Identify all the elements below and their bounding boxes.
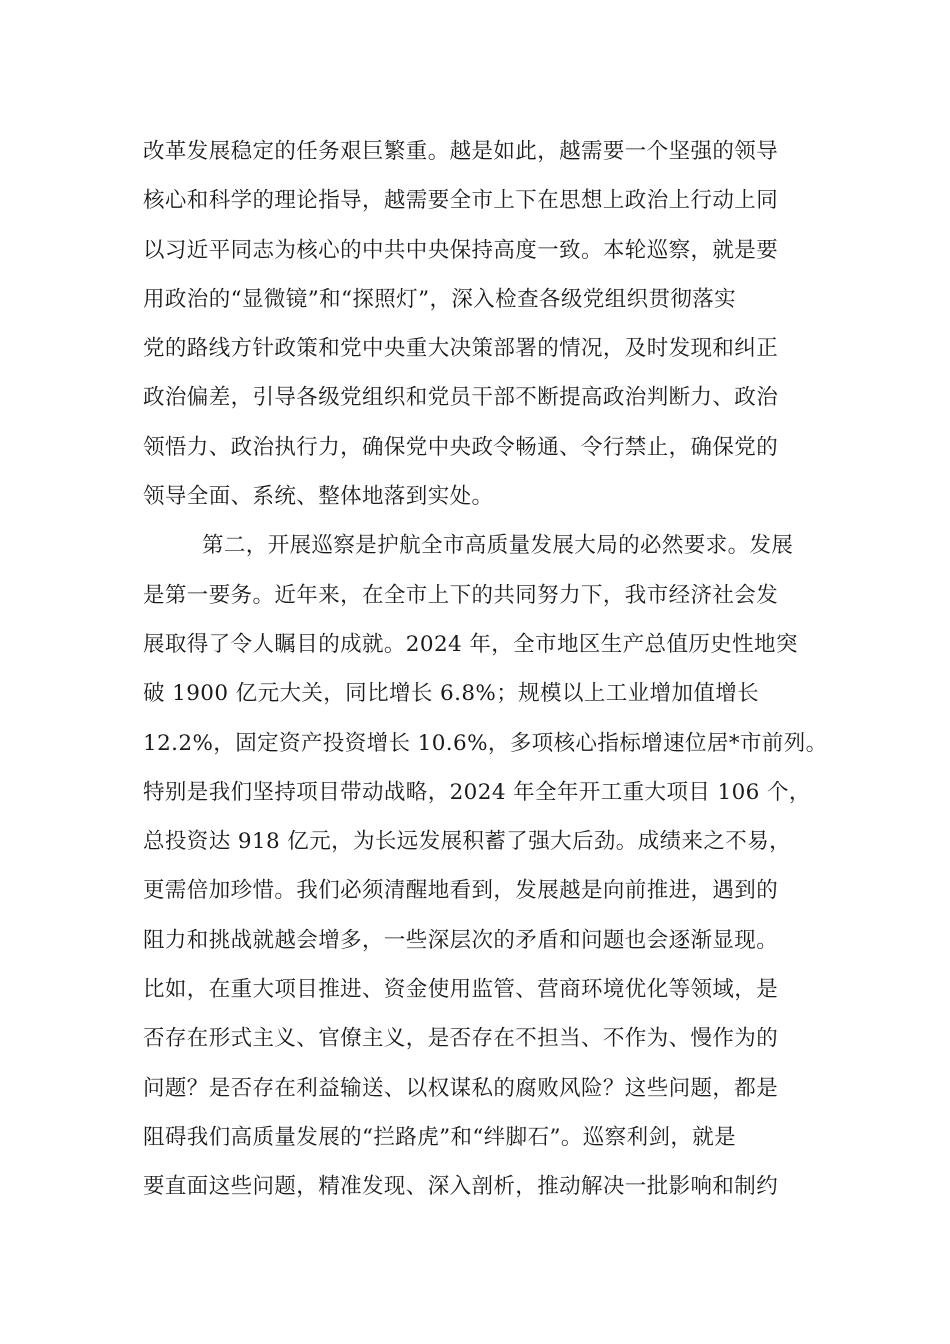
text-line: 阻碍我们高质量发展的“拦路虎”和“绊脚石”。巡察利剑，就是 xyxy=(143,1124,737,1150)
text-line: 阻力和挑战就越会增多，一些深层次的矛盾和问题也会逐渐显现。 xyxy=(143,927,779,953)
text-line: 展取得了令人瞩目的成就。2024 年，全市地区生产总值历史性地突 xyxy=(143,631,798,657)
text-line: 问题？是否存在利益输送、以权谋私的腐败风险？这些问题，都是 xyxy=(143,1075,779,1101)
text-line: 领悟力、政治执行力，确保党中央政令畅通、令行禁止，确保党的 xyxy=(143,434,779,460)
text-line-indented: 第二，开展巡察是护航全市高质量发展大局的必然要求。发展 xyxy=(202,533,794,559)
text-line: 核心和科学的理论指导，越需要全市上下在思想上政治上行动上同 xyxy=(143,188,779,214)
document-page xyxy=(143,130,828,1215)
text-line: 用政治的“显微镜”和“探照灯”，深入检查各级党组织贯彻落实 xyxy=(143,286,737,312)
text-line: 要直面这些问题，精准发现、深入剖析，推动解决一批影响和制约 xyxy=(143,1174,779,1200)
text-line: 破 1900 亿元大关，同比增长 6.8%；规模以上工业增加值增长 xyxy=(143,681,760,707)
paragraph-second-point xyxy=(143,524,828,1214)
text-line: 党的路线方针政策和党中央重大决策部署的情况，及时发现和纠正 xyxy=(143,336,779,362)
text-line: 12.2%，固定资产投资增长 10.6%，多项核心指标增速位居*市前列。 xyxy=(143,730,828,756)
text-line: 比如，在重大项目推进、资金使用监管、营商环境优化等领域，是 xyxy=(143,977,779,1003)
text-line: 特别是我们坚持项目带动战略，2024 年全年开工重大项目 106 个， xyxy=(143,779,811,805)
text-line: 总投资达 918 亿元，为长远发展积蓄了强大后劲。成绩来之不易， xyxy=(143,829,792,855)
text-line: 是第一要务。近年来，在全市上下的共同努力下，我市经济社会发 xyxy=(143,582,779,608)
paragraph-continuation xyxy=(143,130,823,524)
text-line: 否存在形式主义、官僚主义，是否存在不担当、不作为、慢作为的 xyxy=(143,1026,779,1052)
text-line: 更需倍加珍惜。我们必须清醒地看到，发展越是向前推进，遇到的 xyxy=(143,878,779,904)
text-line: 以习近平同志为核心的中共中央保持高度一致。本轮巡察，就是要 xyxy=(143,237,779,263)
text-line: 政治偏差，引导各级党组织和党员干部不断提高政治判断力、政治 xyxy=(143,385,779,411)
text-line: 领导全面、系统、整体地落到实处。 xyxy=(143,484,494,510)
text-line: 改革发展稳定的任务艰巨繁重。越是如此，越需要一个坚强的领导 xyxy=(143,139,779,164)
